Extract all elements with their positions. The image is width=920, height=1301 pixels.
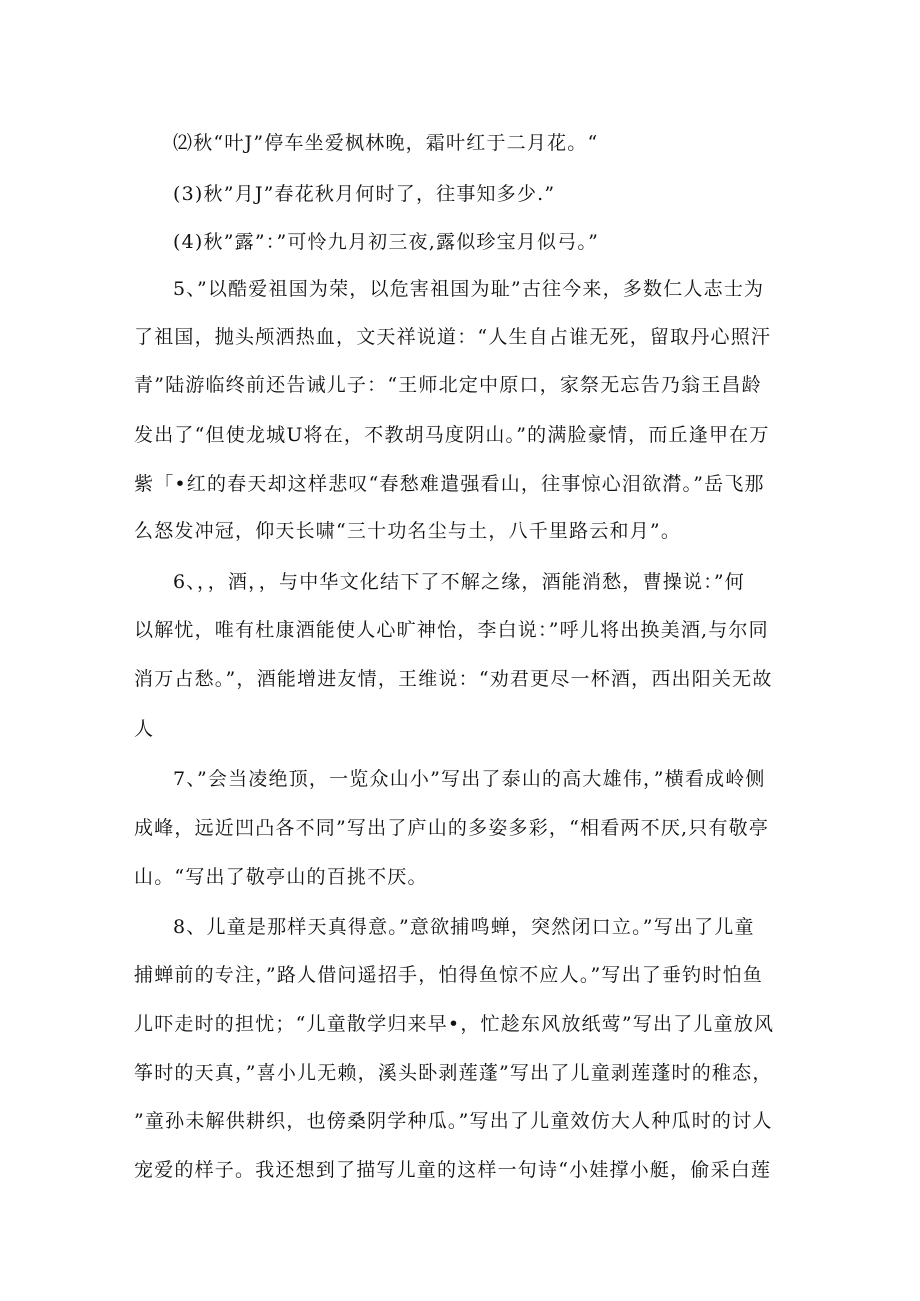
- text-line-21: ”童孙未解供耕织，也傍桑阴学种瓜。”写出了儿童效仿大人种瓜时的讨人: [134, 1110, 773, 1132]
- text-line-3: (4)秋”露”：”可怜九月初三夜,露似珍宝月似弓。”: [173, 231, 600, 253]
- text-line-20: 筝时的天真，”喜小儿无赖，溪头卧剥莲蓬”写出了儿童剥莲蓬时的稚态，: [134, 1062, 773, 1084]
- text-line-19: 儿吓走时的担忧；“儿童散学归来早•，忙趁东风放纸莺”写出了儿童放风: [134, 1013, 775, 1035]
- text-line-17: 8、儿童是那样天真得意。”意欲捕鸣蝉，突然闭口立。”写出了儿童: [173, 916, 755, 938]
- text-line-7: 发出了“但使龙城U将在，不教胡马度阴山。”的满脸豪情，而丘逢甲在万: [134, 424, 770, 446]
- text-line-11: 以解忧，唯有杜康酒能使人心旷神怡，李白说：”呼儿将出换美酒,与尔同: [134, 619, 769, 641]
- text-line-2: (3)秋”月J”春花秋月何时了，往事知多少.”: [173, 183, 556, 205]
- text-line-13: 人: [134, 718, 155, 740]
- text-line-16: 山。“写出了敬亭山的百挑不厌。: [134, 866, 428, 888]
- text-line-12: 消万占愁。”，酒能增进友情，王维说：“劝君更尽一杯酒，西出阳关无故: [134, 668, 773, 690]
- text-line-8: 紫「•红的春天却这样悲叹“春愁难遣强看山，往事惊心泪欲潸。”岳飞那: [134, 473, 765, 495]
- text-line-10: 6、，，酒，，与中华文化结下了不解之缘，酒能消愁，曹操说：”何: [173, 571, 746, 593]
- text-line-18: 捕蝉前的专注，”路人借问遥招手，怕得鱼惊不应人。”写出了垂钓时怕鱼: [134, 964, 764, 986]
- text-line-1: ⑵秋“叶J”停车坐爱枫林晚，霜叶红于二月花。“: [173, 132, 599, 154]
- text-line-15: 成峰，远近凹凸各不同”写出了庐山的多姿多彩，“相看两不厌,只有敬亭: [134, 817, 770, 839]
- text-line-22: 宠爱的样子。我还想到了描写儿童的这样一句诗“小娃撑小艇，偷采白莲: [134, 1159, 772, 1181]
- text-line-14: 7、”会当凌绝顶，一览众山小”写出了泰山的高大雄伟，”横看成岭侧: [173, 768, 766, 790]
- text-line-6: 青”陆游临终前还告诫儿子：“王师北定中原口，家祭无忘告乃翁王昌龄: [134, 374, 762, 396]
- text-line-4: 5、”以酷爱祖国为荣，以危害祖国为耻”古往今来，多数仁人志士为: [173, 278, 765, 300]
- text-line-9: 么怒发冲冠，仰天长啸“三十功名尘与土，八千里路云和月”。: [134, 520, 682, 542]
- text-line-5: 了祖国，抛头颅洒热血，文天祥说道：“人生自占谁无死，留取丹心照汗: [134, 326, 772, 348]
